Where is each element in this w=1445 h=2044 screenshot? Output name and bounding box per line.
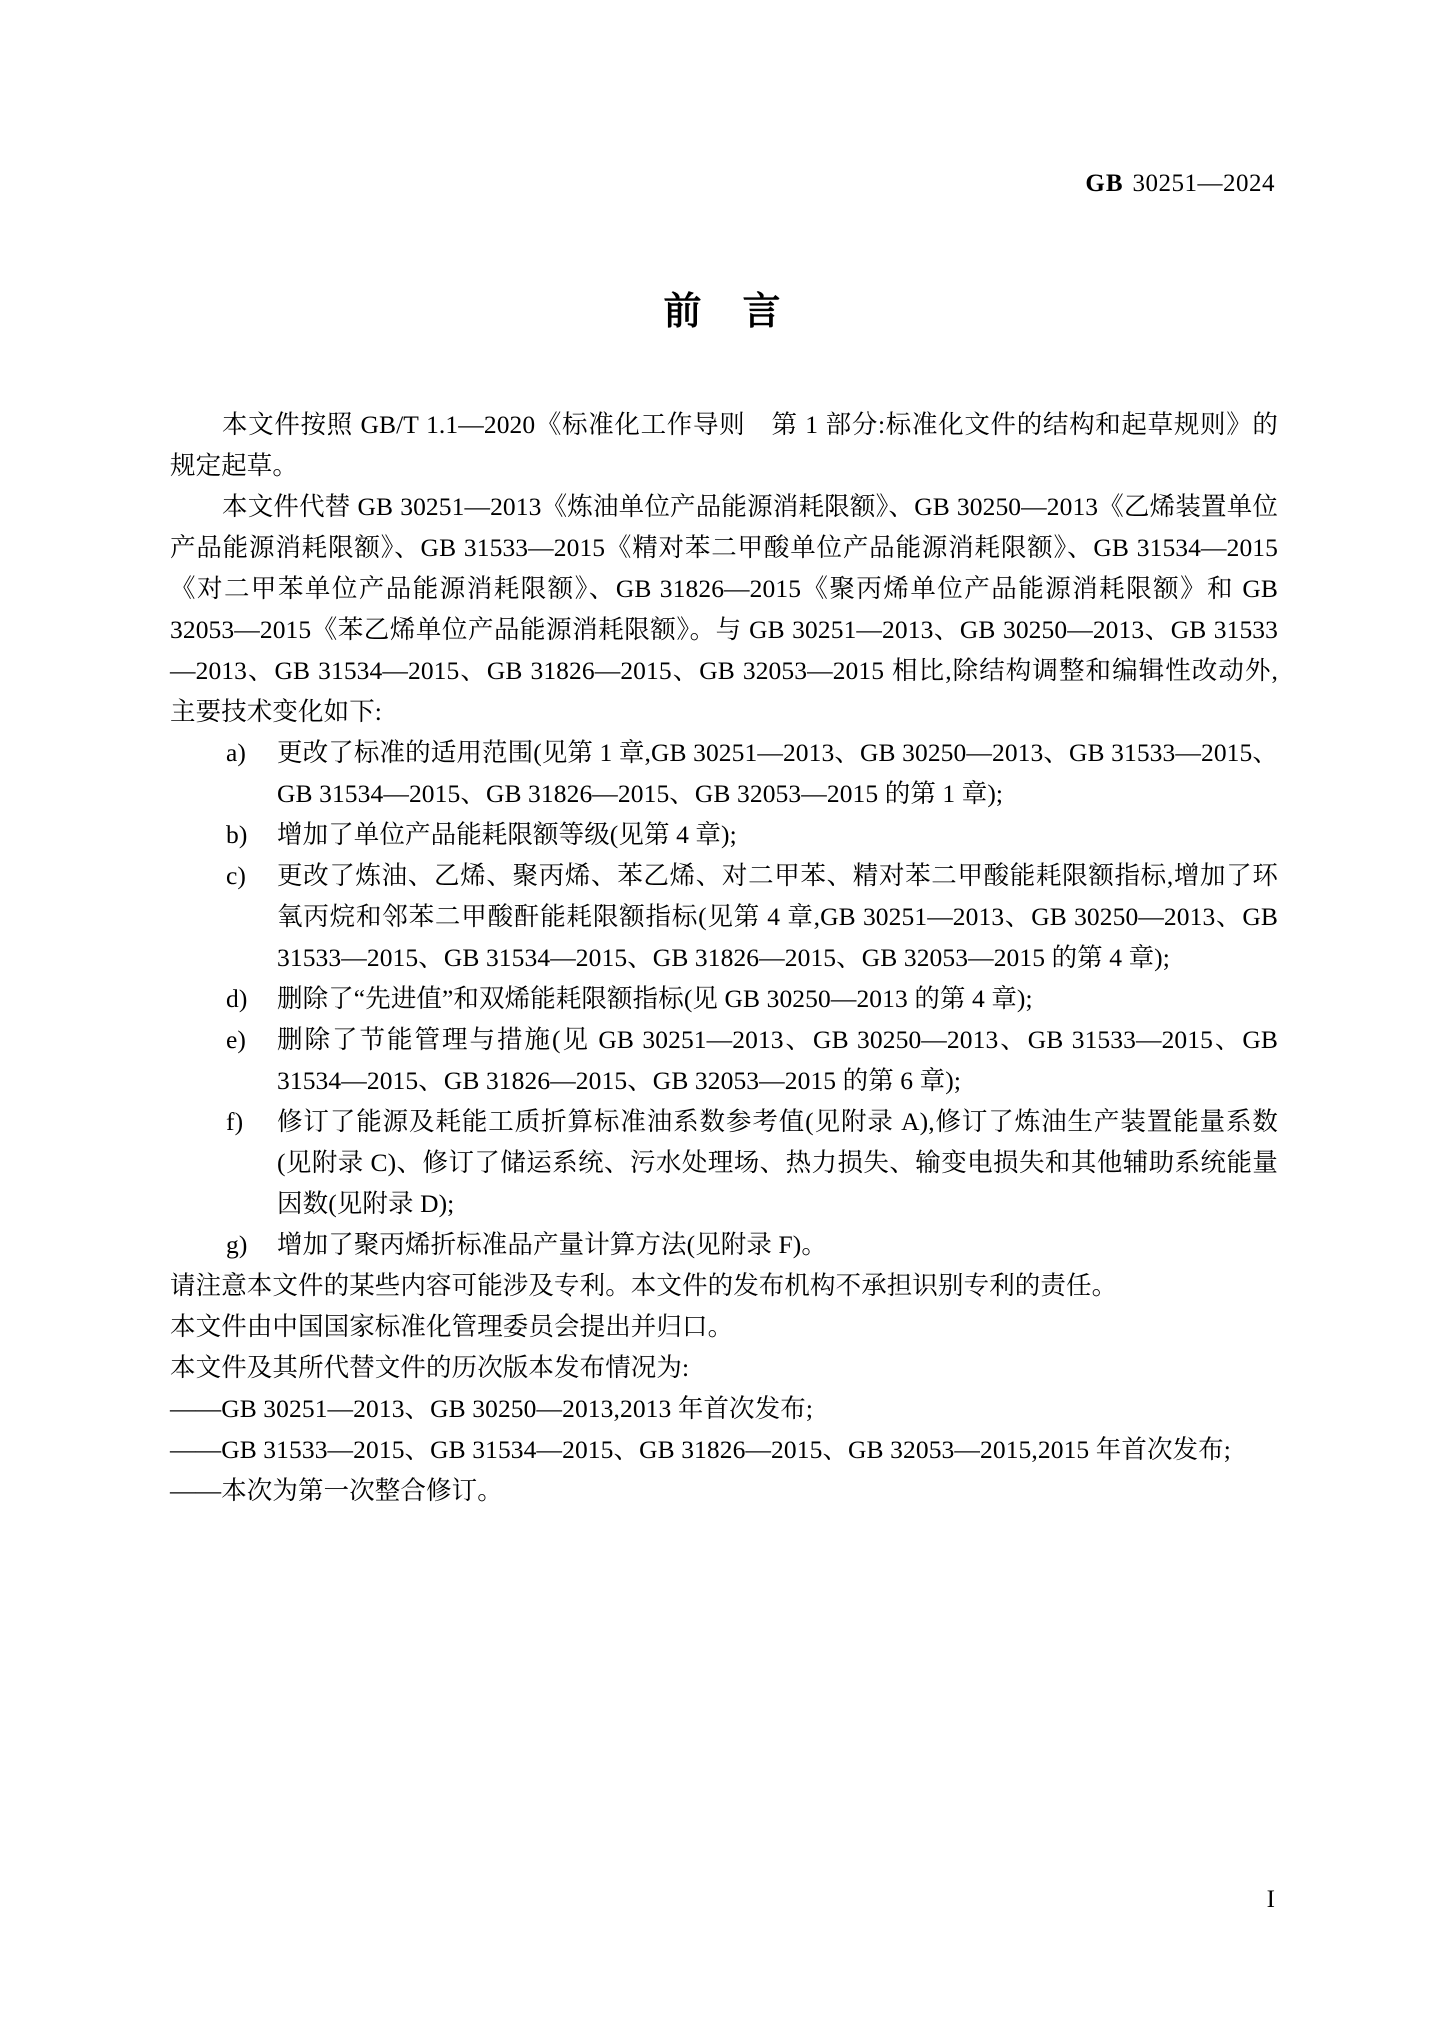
list-item xyxy=(170,732,1278,814)
page-title-char-1: 前 xyxy=(663,289,703,333)
history-line: ——GB 31533—2015、GB 31534—2015、GB 31826—2015、GB 32053—2015,2015 年首次发布; xyxy=(170,1435,1231,1464)
paragraph-patent-notice: 请注意本文件的某些内容可能涉及专利。本文件的发布机构不承担识别专利的责任。 xyxy=(170,1271,1118,1300)
list-item-marker: g) xyxy=(226,1230,248,1259)
paragraph-history-intro: 本文件及其所代替文件的历次版本发布情况为: xyxy=(170,1353,690,1382)
page-number: I xyxy=(1266,1886,1275,1913)
list-item-marker: c) xyxy=(226,861,247,890)
page-title-char-2: 言 xyxy=(742,289,782,333)
paragraph-replaces: 本文件代替 GB 30251—2013《炼油单位产品能源消耗限额》、GB 30250—2013《乙烯装置单位产品能源消耗限额》、GB 31533—2015《精对苯二甲酸单位产品能源消耗限额》、GB 31534—2015《对二甲苯单位产品能源消耗限额》、GB 31826—2015《聚丙烯单位产品能源消耗限额》和 GB 32053—2015《苯乙烯单位产品能源消耗限额》。与 GB 30251—2013、GB 30250—2013、GB 31533—2013、GB 31534—2015、GB 31826—2015、GB 32053—2015 相比,除结构调整和编辑性改动外,主要技术变化如下: xyxy=(170,492,1278,726)
list-item-marker: e) xyxy=(226,1025,247,1054)
list-item-label: 更改了标准的适用范围(见第 1 章,GB 30251—2013、GB 30250—2013、GB 31533—2015、GB 31534—2015、GB 31826—2015、GB 32053—2015 的第 1 章); xyxy=(277,738,1278,808)
list-item-label: 删除了“先进值”和双烯能耗限额指标(见 GB 30250—2013 的第 4 章); xyxy=(277,984,1033,1013)
list-item-label: 增加了单位产品能耗限额等级(见第 4 章); xyxy=(277,820,737,849)
list-item xyxy=(170,855,1278,978)
list-item-marker: b) xyxy=(226,820,248,849)
history-line: ——GB 30251—2013、GB 30250—2013,2013 年首次发布; xyxy=(170,1394,814,1423)
standard-number: 30251—2024 xyxy=(1132,170,1275,197)
list-item-marker: f) xyxy=(226,1107,244,1136)
running-header xyxy=(170,168,1275,200)
list-item-marker: d) xyxy=(226,984,248,1013)
body-content xyxy=(170,404,1278,1511)
list-item xyxy=(170,814,1278,855)
list-item-label: 删除了节能管理与措施(见 GB 30251—2013、GB 30250—2013、GB 31533—2015、GB 31534—2015、GB 31826—2015、GB 32053—2015 的第 6 章); xyxy=(277,1025,1278,1095)
paragraph-drafting-rule: 本文件按照 GB/T 1.1—2020《标准化工作导则 第 1 部分:标准化文件的结构和起草规则》的规定起草。 xyxy=(170,410,1278,480)
page-title xyxy=(0,285,1445,337)
list-item-label: 修订了能源及耗能工质折算标准油系数参考值(见附录 A),修订了炼油生产装置能量系数(见附录 C)、修订了储运系统、污水处理场、热力损失、输变电损失和其他辅助系统能量因数(见附录 D); xyxy=(277,1107,1278,1218)
list-item xyxy=(170,978,1278,1019)
list-item-marker: a) xyxy=(226,738,247,767)
list-item xyxy=(170,1101,1278,1224)
list-item-label: 更改了炼油、乙烯、聚丙烯、苯乙烯、对二甲苯、精对苯二甲酸能耗限额指标,增加了环氧丙烷和邻苯二甲酸酐能耗限额指标(见第 4 章,GB 30251—2013、GB 30250—2013、GB 31533—2015、GB 31534—2015、GB 31826—2015、GB 32053—2015 的第 4 章); xyxy=(277,861,1278,972)
history-line: ——本次为第一次整合修订。 xyxy=(170,1476,503,1505)
list-item xyxy=(170,1224,1278,1265)
list-item xyxy=(170,1019,1278,1101)
technical-changes-list xyxy=(170,732,1278,1265)
list-item-label: 增加了聚丙烯折标准品产量计算方法(见附录 F)。 xyxy=(277,1230,827,1259)
paragraph-proposer: 本文件由中国国家标准化管理委员会提出并归口。 xyxy=(170,1312,734,1341)
standard-prefix: GB xyxy=(1085,170,1124,197)
